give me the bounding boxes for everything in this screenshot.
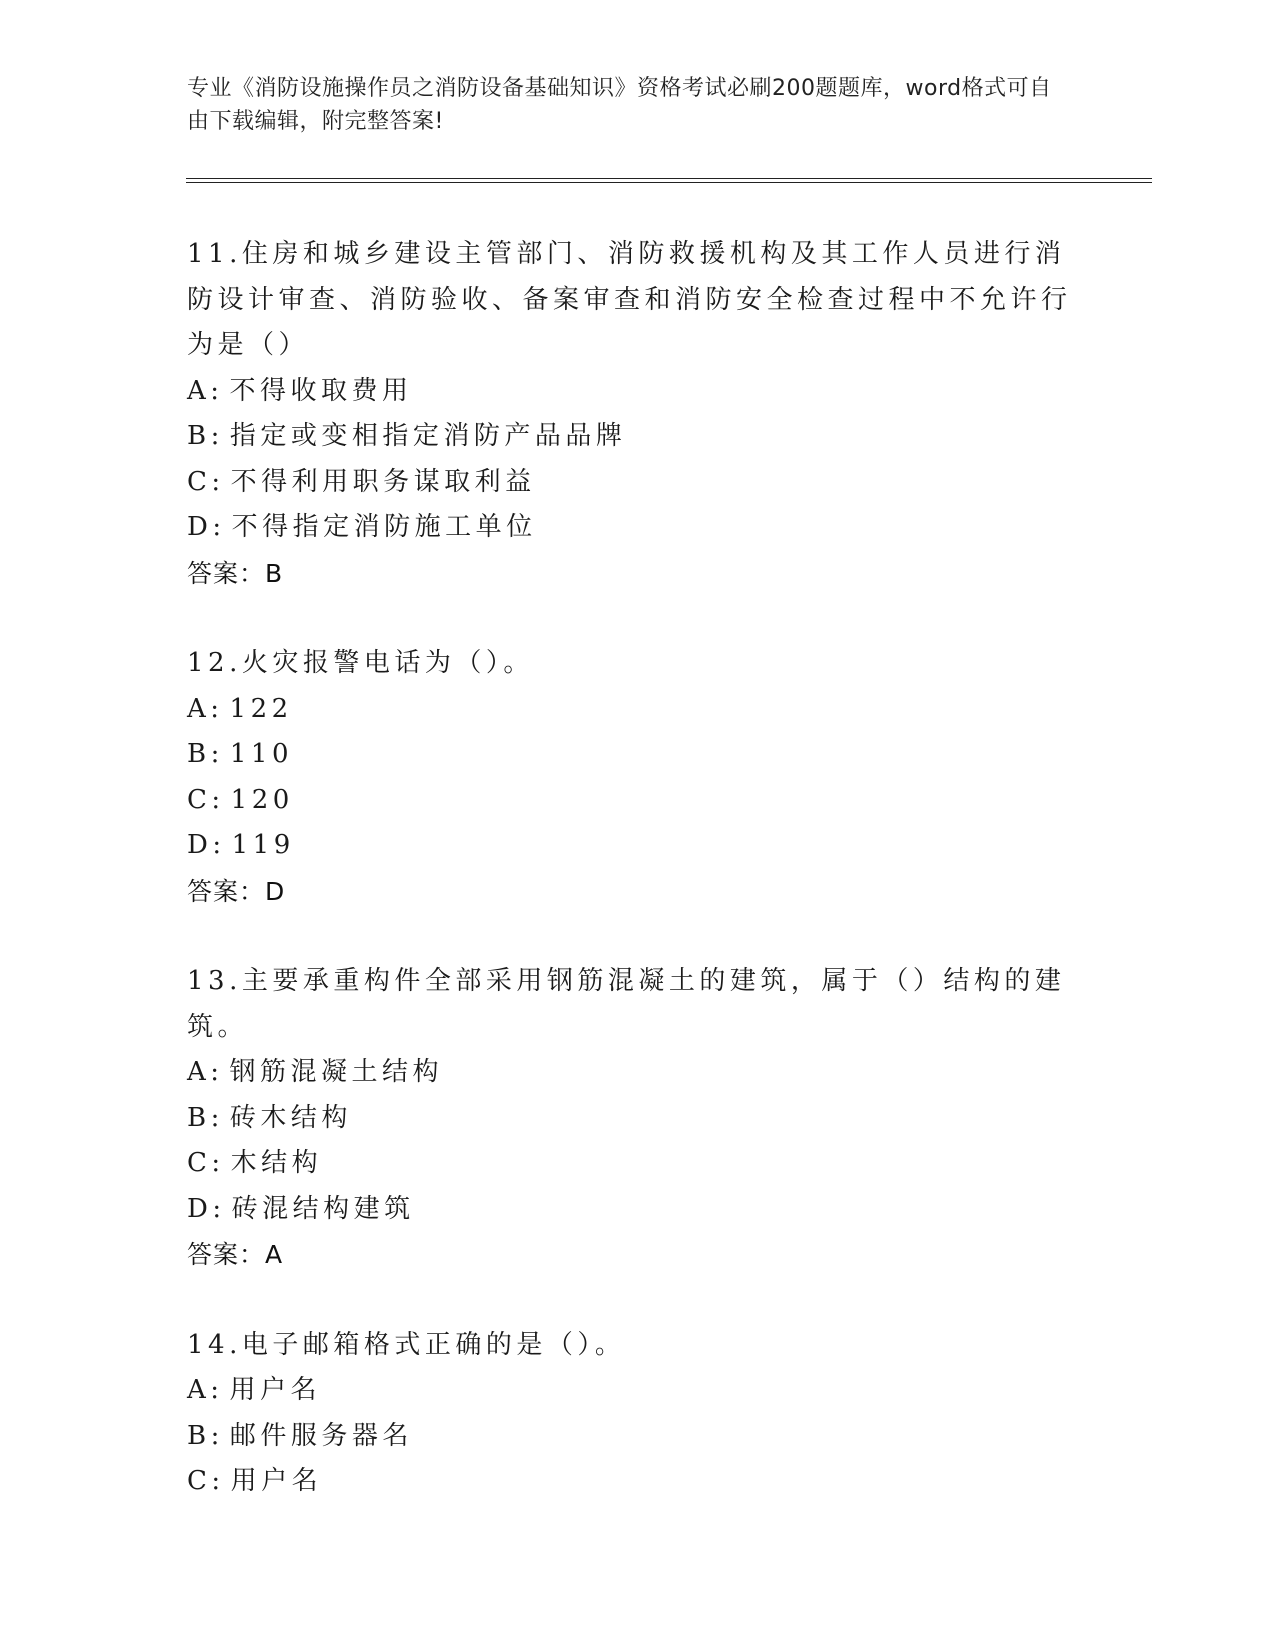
option-text: 不得指定消防施工单位 bbox=[231, 512, 537, 542]
option-text: 砖混结构建筑 bbox=[231, 1193, 415, 1224]
question-stem: 12.火灾报警电话为（）。 bbox=[187, 648, 534, 678]
option-b bbox=[187, 1414, 1087, 1460]
answer-line: 答案：B bbox=[187, 558, 284, 588]
question-14 bbox=[187, 1323, 1087, 1505]
option-a bbox=[187, 687, 1087, 733]
option-label: C: bbox=[187, 1148, 225, 1178]
option-text: 用户名 bbox=[229, 1375, 322, 1405]
option-text: 不得利用职务谋取利益 bbox=[230, 466, 536, 497]
answer-line: 答案：D bbox=[187, 876, 286, 906]
option-label: A: bbox=[187, 1057, 224, 1087]
option-text: 木结构 bbox=[230, 1148, 323, 1178]
option-label: A: bbox=[187, 1375, 224, 1405]
option-label: A: bbox=[187, 693, 224, 724]
option-d bbox=[187, 1187, 1087, 1233]
option-a bbox=[187, 1050, 1087, 1096]
question-11 bbox=[187, 232, 1087, 596]
option-d bbox=[187, 505, 1087, 551]
header-double-rule bbox=[186, 178, 1152, 183]
option-c bbox=[187, 778, 1087, 824]
option-text: 钢筋混凝土结构 bbox=[229, 1057, 444, 1087]
option-label: A: bbox=[187, 375, 224, 406]
option-label: D: bbox=[187, 1193, 226, 1224]
option-c bbox=[187, 1141, 1087, 1187]
option-label: D: bbox=[187, 512, 226, 542]
document-header: 专业《消防设施操作员之消防设备基础知识》资格考试必刷200题题库，word格式可自由下载编辑，附完整答案! bbox=[187, 76, 1052, 134]
option-a bbox=[187, 369, 1087, 415]
option-label: C: bbox=[187, 784, 225, 815]
option-text: 120 bbox=[230, 784, 294, 815]
option-text: 不得收取费用 bbox=[229, 375, 413, 406]
question-12 bbox=[187, 641, 1087, 914]
option-label: B: bbox=[187, 739, 224, 769]
option-label: B: bbox=[187, 1420, 224, 1451]
option-text: 用户名 bbox=[230, 1466, 323, 1496]
question-stem: 14.电子邮箱格式正确的是（）。 bbox=[187, 1329, 626, 1360]
option-label: B: bbox=[187, 1102, 224, 1133]
option-text: 110 bbox=[229, 739, 294, 769]
option-d bbox=[187, 823, 1087, 869]
option-a bbox=[187, 1368, 1087, 1414]
option-text: 砖木结构 bbox=[229, 1102, 352, 1133]
option-c bbox=[187, 1459, 1087, 1505]
question-stem: 11.住房和城乡建设主管部门、消防救援机构及其工作人员进行消防设计审查、消防验收、备案审查和消防安全检查过程中不允许行为是（） bbox=[187, 239, 1072, 360]
option-label: D: bbox=[187, 830, 226, 860]
option-label: C: bbox=[187, 1466, 225, 1496]
question-13 bbox=[187, 959, 1087, 1278]
option-b bbox=[187, 414, 1087, 460]
answer-line: 答案：A bbox=[187, 1240, 284, 1269]
question-stem: 13.主要承重构件全部采用钢筋混凝土的建筑，属于（）结构的建筑。 bbox=[187, 966, 1066, 1042]
option-text: 122 bbox=[229, 693, 293, 724]
option-text: 119 bbox=[231, 830, 295, 860]
option-c bbox=[187, 460, 1087, 506]
option-b bbox=[187, 732, 1087, 778]
option-text: 邮件服务器名 bbox=[229, 1420, 413, 1451]
option-label: C: bbox=[187, 466, 225, 497]
option-label: B: bbox=[187, 421, 224, 451]
option-text: 指定或变相指定消防产品品牌 bbox=[229, 421, 627, 451]
question-list bbox=[187, 232, 1087, 1550]
option-b bbox=[187, 1096, 1087, 1142]
